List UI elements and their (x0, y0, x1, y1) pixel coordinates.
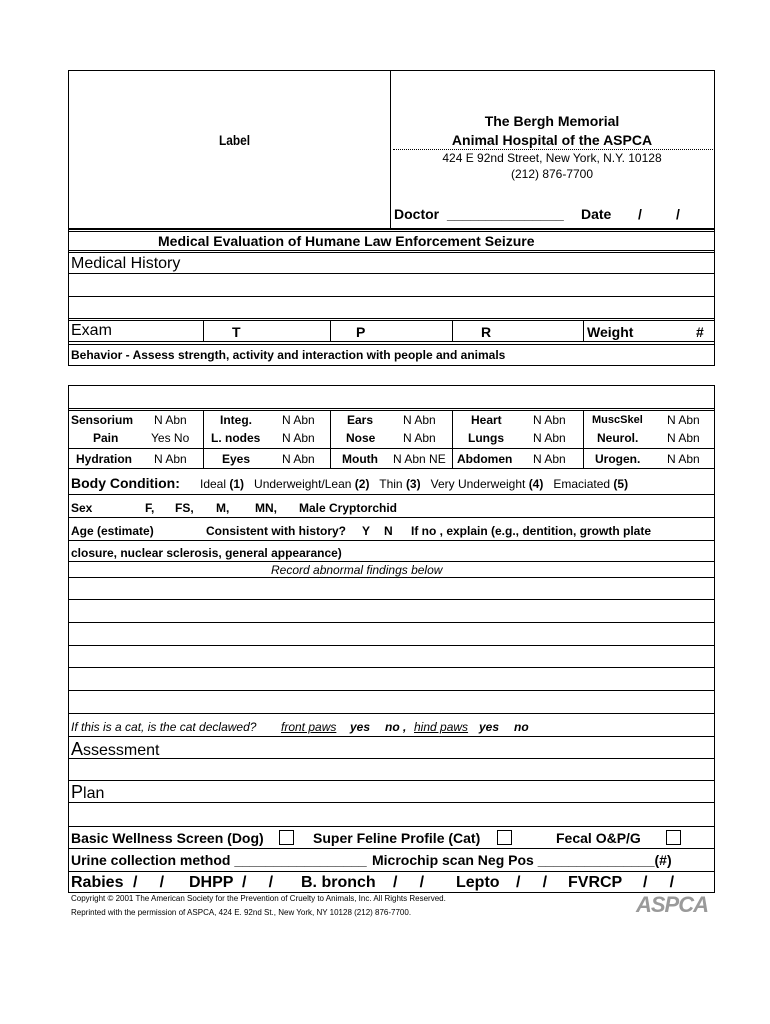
medical-history-heading: Medical History (71, 255, 181, 272)
system-options[interactable]: N Abn NE (393, 452, 446, 466)
system-name: Ears (347, 413, 374, 427)
system-name: Nose (346, 431, 376, 445)
bc-very-num: (4) (528, 477, 544, 491)
hospital-name-line1: The Bergh Memorial (484, 113, 620, 129)
exam-p-label: P (356, 324, 366, 340)
hospital-phone: (212) 876-7700 (510, 167, 594, 181)
rule (68, 408, 715, 409)
exam-divider (203, 320, 204, 341)
rule (68, 468, 715, 469)
bc-very: Very Underweight (430, 477, 529, 491)
weight-unit: # (696, 324, 704, 340)
vaccine-bbronch-dates[interactable]: / / (393, 874, 425, 891)
exam-divider (330, 320, 331, 341)
bc-ideal: Ideal (200, 477, 230, 491)
front-paws-label: front paws (281, 720, 337, 734)
system-options[interactable]: N Abn (667, 413, 700, 427)
rule (68, 802, 715, 803)
plan-line[interactable] (68, 826, 715, 827)
assessment-line[interactable] (68, 780, 715, 781)
system-name: Eyes (222, 452, 251, 466)
doctor-label: Doctor (394, 206, 440, 222)
system-name: Sensorium (71, 413, 134, 427)
findings-line[interactable] (68, 599, 715, 600)
rule (68, 273, 715, 274)
basic-wellness-label: Basic Wellness Screen (Dog) (71, 830, 264, 846)
date-slash-1: / (638, 206, 642, 222)
exam-heading: Exam (71, 322, 112, 339)
sex-label: Sex (71, 501, 93, 515)
system-options[interactable]: N Abn (533, 431, 566, 445)
consistent-yes[interactable]: Y (362, 524, 371, 538)
system-options[interactable]: Yes No (151, 431, 190, 445)
declawed-question: If this is a cat, is the cat declawed? (71, 720, 257, 734)
systems-divider (452, 410, 453, 468)
rule (68, 320, 715, 321)
super-feline-label: Super Feline Profile (Cat) (313, 830, 481, 846)
system-options[interactable]: N Abn (533, 413, 566, 427)
vaccine-dhpp: DHPP (189, 874, 234, 891)
form-title: Medical Evaluation of Humane Law Enforcement Seizure (158, 233, 535, 249)
date-label: Date (581, 206, 612, 222)
assessment-initial: A (71, 739, 84, 759)
plan-rest: lan (83, 785, 105, 802)
sex-mn[interactable]: MN, (255, 501, 277, 515)
assessment-heading (71, 740, 159, 760)
findings-line[interactable] (68, 645, 715, 646)
system-options[interactable]: N Abn (282, 431, 315, 445)
system-name: L. nodes (211, 431, 261, 445)
urine-collection-field[interactable]: Urine collection method _________________ (71, 852, 367, 868)
sex-fs[interactable]: FS, (175, 501, 194, 515)
findings-line[interactable] (68, 622, 715, 623)
system-options[interactable]: N Abn (403, 431, 436, 445)
exam-divider (452, 320, 453, 341)
explain-label-cont: closure, nuclear sclerosis, general appearance) (71, 546, 342, 560)
date-slash-2: / (676, 206, 680, 222)
plan-heading (71, 783, 104, 803)
rule (68, 494, 715, 495)
super-feline-checkbox[interactable] (497, 830, 512, 845)
front-paws-yes[interactable]: yes (350, 720, 371, 734)
assessment-rest: ssessment (83, 742, 160, 759)
reprinted-text: Reprinted with the permission of ASPCA, 424 E. 92nd St., New York, NY 10128 (212) 876-7700. (71, 908, 412, 917)
doctor-field[interactable]: _______________ (447, 206, 564, 222)
rule (68, 758, 715, 759)
hind-paws-no[interactable]: no (514, 720, 529, 734)
findings-line[interactable] (68, 577, 715, 578)
rule (68, 250, 715, 251)
hind-paws-yes[interactable]: yes (479, 720, 500, 734)
rule (68, 736, 715, 737)
behavior-label: Behavior - Assess strength, activity and interaction with people and animals (71, 348, 506, 362)
system-name: Neurol. (597, 431, 639, 445)
system-name: Heart (471, 413, 502, 427)
vaccine-lepto-dates[interactable]: / / (516, 874, 548, 891)
fecal-checkbox[interactable] (666, 830, 681, 845)
systems-divider (583, 410, 584, 468)
bc-under: Underweight/Lean (254, 477, 355, 491)
exam-t-label: T (232, 324, 241, 340)
vaccine-bbronch: B. bronch (301, 874, 376, 891)
findings-line[interactable] (68, 667, 715, 668)
systems-divider (330, 410, 331, 468)
medical-history-line[interactable] (68, 318, 715, 319)
bc-under-num: (2) (354, 477, 370, 491)
bc-ideal-num: (1) (229, 477, 245, 491)
rule (68, 341, 715, 342)
findings-line[interactable] (68, 690, 715, 691)
header-dotted-rule (393, 149, 713, 150)
system-name: MuscSkel (592, 414, 643, 426)
rule (68, 517, 715, 518)
vaccine-rabies-dates[interactable]: / / (133, 874, 165, 891)
findings-line[interactable] (68, 713, 715, 714)
sex-male-cryptorchid[interactable]: Male Cryptorchid (299, 501, 398, 515)
system-name: Integ. (220, 413, 252, 427)
explain-label: If no , explain (e.g., dentition, growth plate (411, 524, 651, 538)
system-options[interactable]: N Abn (403, 413, 436, 427)
aspca-logo: ASPCA (636, 892, 709, 917)
record-abnormal-note: Record abnormal findings below (271, 563, 443, 577)
bc-emac: Emaciated (553, 477, 614, 491)
system-options[interactable]: N Abn (667, 452, 700, 466)
consistent-no[interactable]: N (384, 524, 393, 538)
medical-history-line[interactable] (68, 296, 715, 297)
vaccine-lepto: Lepto (456, 874, 500, 891)
rule (68, 344, 715, 345)
systems-divider (203, 410, 204, 468)
header-divider (390, 70, 391, 229)
vaccine-dhpp-dates[interactable]: / / (242, 874, 274, 891)
hind-paws-label: hind paws (414, 720, 469, 734)
hospital-name-line2: Animal Hospital of the ASPCA (451, 132, 653, 148)
rule (68, 252, 715, 253)
rule (68, 410, 715, 411)
label-placeholder: Label (219, 132, 251, 148)
rule (68, 231, 715, 232)
exam-r-label: R (481, 324, 492, 340)
rule (68, 448, 715, 449)
system-name: Lungs (468, 431, 504, 445)
basic-wellness-checkbox[interactable] (279, 830, 294, 845)
vaccine-fvrcp: FVRCP (568, 874, 623, 891)
system-options[interactable]: N Abn (282, 413, 315, 427)
body-condition-options[interactable] (200, 477, 628, 491)
weight-label: Weight (587, 324, 634, 340)
system-options[interactable]: N Abn (154, 413, 187, 427)
plan-initial: P (71, 782, 84, 802)
system-options[interactable]: N Abn (154, 452, 187, 466)
age-label: Age (estimate) (71, 524, 154, 538)
system-name: Hydration (76, 452, 133, 466)
rule (68, 848, 715, 849)
vaccine-fvrcp-dates[interactable]: / / (643, 874, 675, 891)
front-paws-no[interactable]: no , (385, 720, 407, 734)
rule (68, 561, 715, 562)
vaccine-rabies: Rabies (71, 874, 124, 891)
system-name: Mouth (342, 452, 378, 466)
system-options[interactable]: N Abn (533, 452, 566, 466)
system-name: Urogen. (595, 452, 641, 466)
sex-m[interactable]: M, (216, 501, 230, 515)
bc-thin-num: (3) (405, 477, 421, 491)
fecal-label: Fecal O&P/G (556, 830, 641, 846)
system-options[interactable]: N Abn (667, 431, 700, 445)
system-options[interactable]: N Abn (282, 452, 315, 466)
copyright-text: Copyright © 2001 The American Society for the Prevention of Cruelty to Animals, Inc. All Rights Reserved. (71, 894, 446, 903)
rule (68, 540, 715, 541)
rule (68, 871, 715, 872)
hospital-address: 424 E 92nd Street, New York, N.Y. 10128 (442, 151, 662, 165)
bc-emac-num: (5) (613, 477, 629, 491)
system-name: Pain (93, 431, 119, 445)
body-condition-label: Body Condition: (71, 475, 180, 491)
bc-thin: Thin (379, 477, 406, 491)
consistent-label: Consistent with history? (206, 524, 347, 538)
exam-divider (583, 320, 584, 341)
system-name: Abdomen (457, 452, 513, 466)
microchip-field[interactable]: Microchip scan Neg Pos _______________(#) (372, 852, 672, 868)
sex-f[interactable]: F, (145, 501, 155, 515)
